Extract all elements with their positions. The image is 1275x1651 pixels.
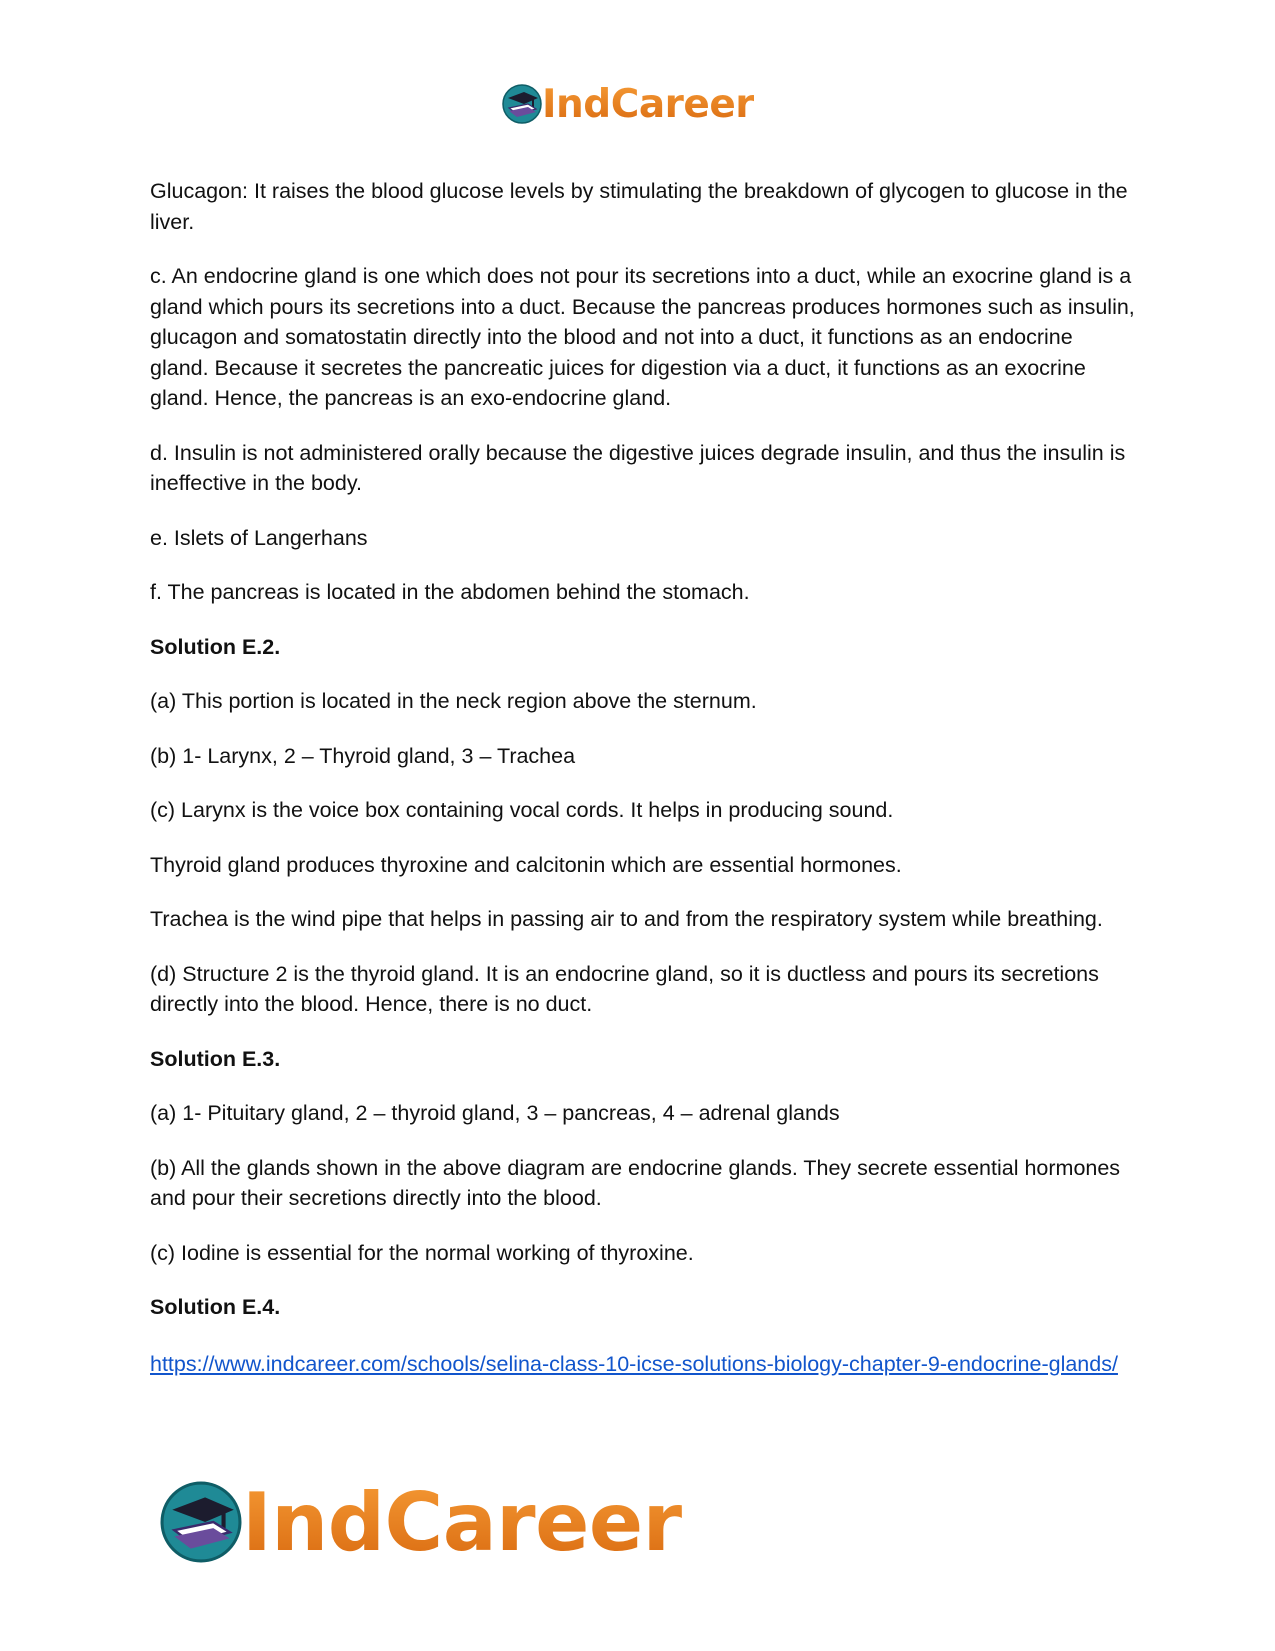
- solution-heading-e4: Solution E.4.: [150, 1295, 281, 1319]
- graduation-cap-book-icon: [160, 1481, 242, 1563]
- document-body: [150, 176, 1135, 1382]
- paragraph-e3-a: (a) 1- Pituitary gland, 2 – thyroid gland, 3 – pancreas, 4 – adrenal glands: [150, 1101, 840, 1125]
- paragraph-e2-b: (b) 1- Larynx, 2 – Thyroid gland, 3 – Trachea: [150, 743, 576, 768]
- source-link[interactable]: https://www.indcareer.com/schools/selina-class-10-icse-solutions-biology-chapter-9-endocrine-glands/: [150, 1351, 1118, 1376]
- paragraph-e2-d: (d) Structure 2 is the thyroid gland. It is an endocrine gland, so it is ductless and pours its secretions directly into the blood. Hence, there is no duct.: [150, 961, 1099, 1016]
- graduation-cap-book-icon: [502, 84, 542, 124]
- paragraph-e2-a: (a) This portion is located in the neck region above the sternum.: [150, 689, 757, 713]
- paragraph-answer-e: e. Islets of Langerhans: [150, 525, 368, 550]
- paragraph-glucagon: Glucagon: It raises the blood glucose levels by stimulating the breakdown of glycogen to glucose in the liver.: [150, 179, 1128, 234]
- paragraph-answer-c: c. An endocrine gland is one which does not pour its secretions into a duct, while an exocrine gland is a gland which pours its secretions into a duct. Because the pancreas produces hormones such as insulin, glucagon and somatostatin directly into the blood and not into a duct, it functions as an endocrine gland. Because it secretes the pancreatic juices for digestion via a duct, it functions as an exocrine gland. Hence, the pancreas is an exo-endocrine gland.: [150, 264, 1135, 410]
- logo-wordmark: IndCareer: [542, 81, 754, 127]
- paragraph-e2-c: (c) Larynx is the voice box containing vocal cords. It helps in producing sound.: [150, 798, 894, 822]
- solution-heading-e2: Solution E.2.: [150, 634, 281, 659]
- footer-logo: [160, 1474, 682, 1570]
- paragraph-e3-b: (b) All the glands shown in the above diagram are endocrine glands. They secrete essential hormones and pour their secretions directly into the blood.: [150, 1155, 1121, 1210]
- paragraph-trachea: Trachea is the wind pipe that helps in passing air to and from the respiratory system while breathing.: [150, 907, 1103, 931]
- paragraph-answer-f: f. The pancreas is located in the abdomen behind the stomach.: [150, 580, 750, 604]
- paragraph-thyroid: Thyroid gland produces thyroxine and calcitonin which are essential hormones.: [150, 852, 902, 877]
- header-logo: [502, 80, 754, 128]
- solution-heading-e3: Solution E.3.: [150, 1046, 281, 1071]
- logo-wordmark: IndCareer: [242, 1475, 682, 1569]
- paragraph-answer-d: d. Insulin is not administered orally because the digestive juices degrade insulin, and thus the insulin is ineffective in the body.: [150, 440, 1126, 495]
- paragraph-e3-c: (c) Iodine is essential for the normal working of thyroxine.: [150, 1240, 694, 1265]
